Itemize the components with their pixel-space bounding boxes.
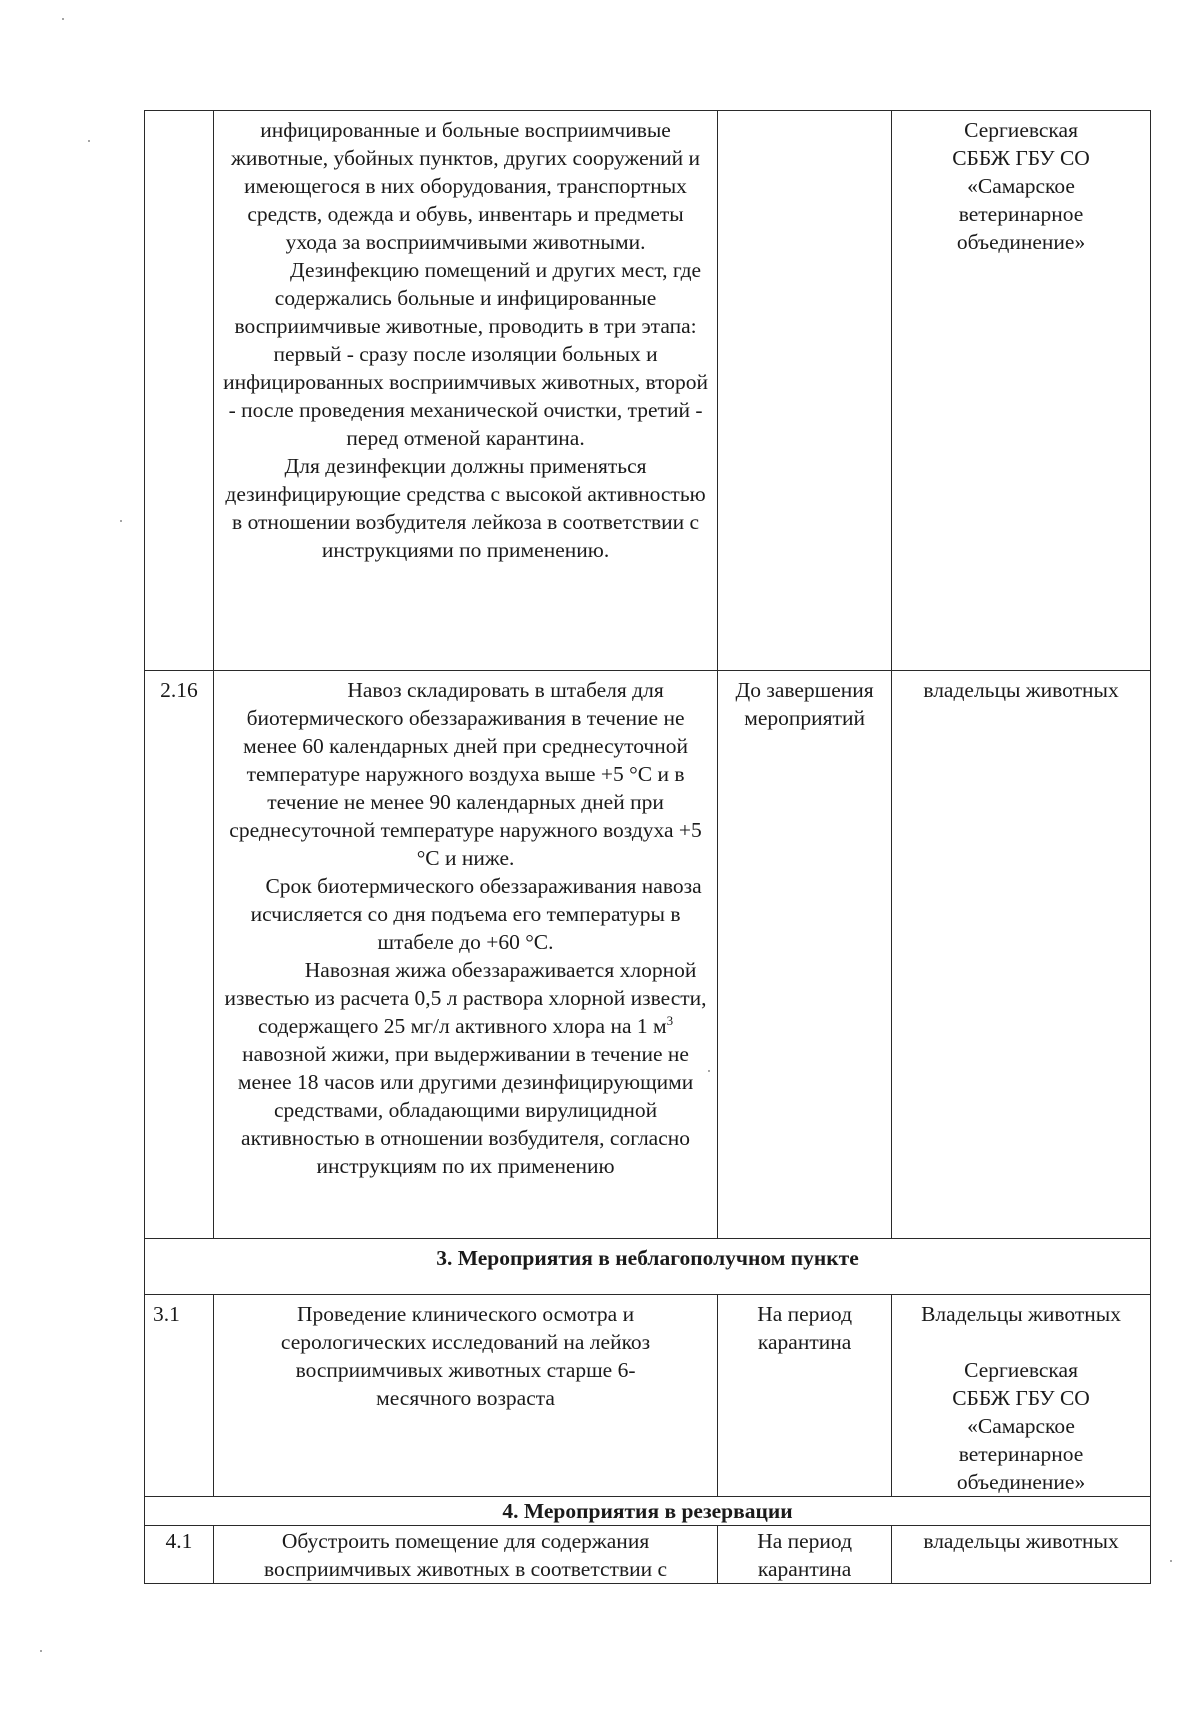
activity-text: Навозная жижа обеззараживается хлорной известью из расчета 0,5 л раствора хлорной извести, содержащего 25 мг/л активного хлора на 1 м — [224, 958, 707, 1038]
responsible-cell: владельцы животных — [892, 1526, 1151, 1584]
activity-cell: Обустроить помещение для содержания восприимчивых животных в соответствии с — [213, 1526, 717, 1584]
responsible-cell: владельцы животных — [892, 671, 1151, 1239]
term-cell: До завершения мероприятий — [718, 671, 892, 1239]
activity-cell — [213, 111, 717, 671]
row-number — [145, 111, 214, 671]
section-row — [145, 1239, 1151, 1295]
activity-cell: Проведение клинического осмотра и серологических исследований на лейкоз восприимчивых животных старше 6-месячного возраста — [213, 1295, 717, 1497]
activity-paragraph: Срок биотермического обеззараживания навоза исчисляется со дня подъема его температуры в штабеле до +60 °С. — [250, 874, 702, 954]
row-number: 2.16 — [145, 671, 214, 1239]
section-row — [145, 1497, 1151, 1526]
section-title: 4. Мероприятия в резервации — [145, 1497, 1151, 1526]
term-cell: На период карантина — [718, 1295, 892, 1497]
superscript: 3 — [666, 1012, 674, 1028]
row-number: 3.1 — [145, 1295, 214, 1497]
scan-speck — [120, 520, 122, 522]
responsible-owners: Владельцы животных — [921, 1302, 1121, 1326]
spacer — [900, 1328, 1142, 1356]
activity-paragraph: Дезинфекцию помещений и других мест, где содержались больные и инфицированные восприимчивые животные, проводить в три этапа: первый - сразу после изоляции больных и инфицированных восприимчивых животных, второй - после проведения механической очистки, третий - перед отменой карантина. — [223, 258, 708, 450]
table-row — [145, 1526, 1151, 1584]
section-title: 3. Мероприятия в неблагополучном пункте — [145, 1239, 1151, 1295]
row-number: 4.1 — [145, 1526, 214, 1584]
activity-cell — [213, 671, 717, 1239]
activity-text: навозной жижи, при выдерживании в течение не менее 18 часов или другими дезинфицирующими средствами, обладающими вирулицидной активностью в отношении возбудителя, согласно инструкциям по их применению — [237, 1042, 694, 1178]
scan-speck — [708, 1070, 710, 1072]
scan-speck — [40, 1650, 42, 1652]
activity-paragraph: Навоз складировать в штабеля для биотермического обеззараживания в течение не менее 60 календарных дней при среднесуточной температуре наружного воздуха выше +5 °С и в течение не менее 90 календарных дней при среднесуточной температуре наружного воздуха +5 °С и ниже. — [229, 678, 702, 870]
term-cell: На период карантина — [718, 1526, 892, 1584]
activity-paragraph: Для дезинфекции должны применяться дезинфицирующие средства с высокой активностью в отношении возбудителя лейкоза в соответствии с инструкциями по применению. — [225, 454, 706, 562]
scan-speck — [1170, 1560, 1172, 1562]
responsible-service: Сергиевская СББЖ ГБУ СО «Самарское ветеринарное объединение» — [952, 1358, 1090, 1494]
scan-speck — [62, 18, 64, 20]
term-cell — [718, 111, 892, 671]
responsible-cell — [892, 1295, 1151, 1497]
table-row — [145, 671, 1151, 1239]
table-row — [145, 111, 1151, 671]
activity-paragraph — [222, 956, 709, 1180]
table-row — [145, 1295, 1151, 1497]
responsible-cell: Сергиевская СББЖ ГБУ СО «Самарское ветеринарное объединение» — [892, 111, 1151, 671]
activity-paragraph: инфицированные и больные восприимчивые животные, убойных пунктов, других сооружений и имеющегося в них оборудования, транспортных средств, одежда и обувь, инвентарь и предметы ухода за восприимчивыми животными. — [231, 118, 701, 254]
measures-table — [144, 110, 1151, 1584]
scan-speck — [88, 140, 90, 142]
